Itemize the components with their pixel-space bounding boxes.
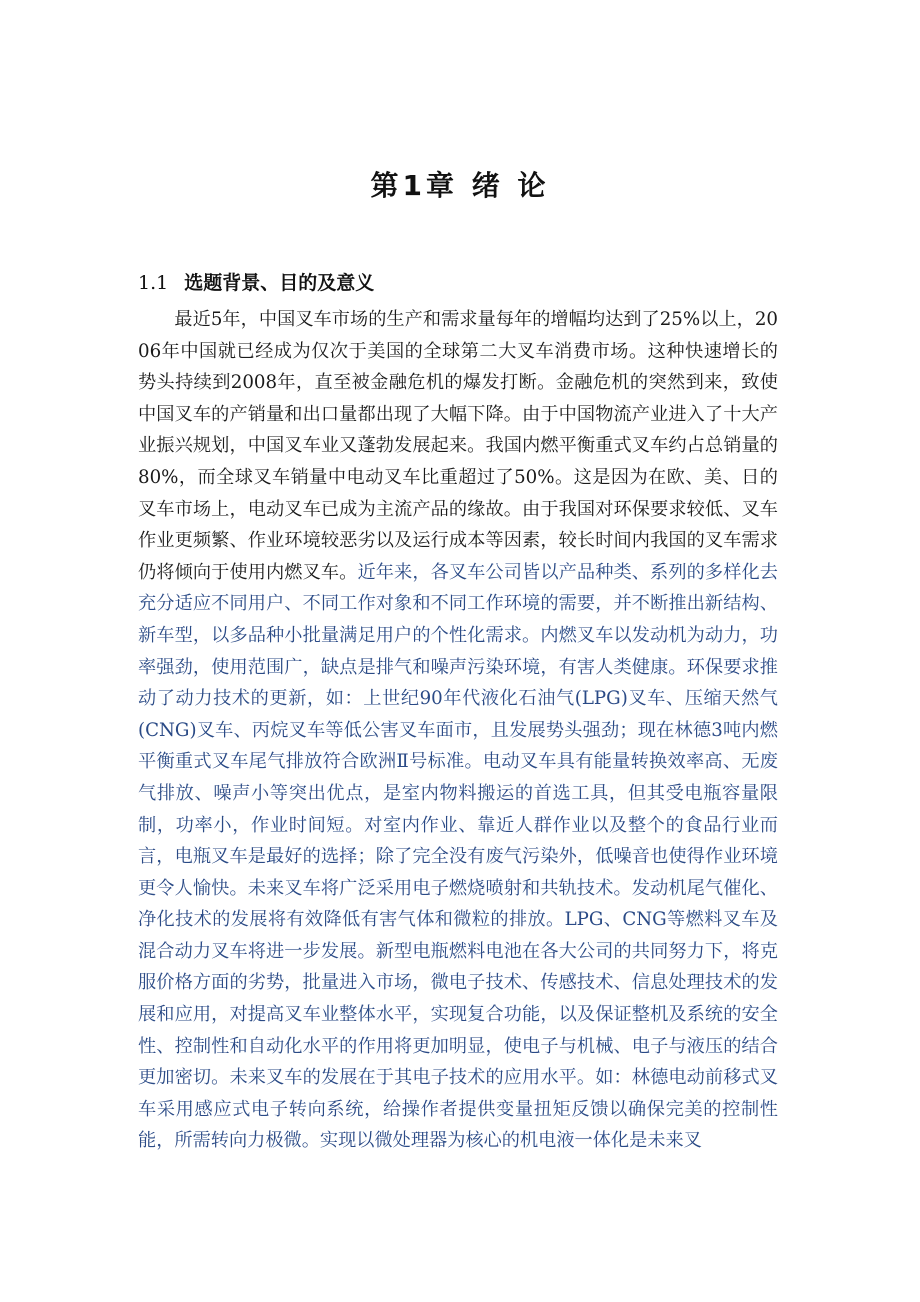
section-heading — [138, 266, 778, 300]
section-title: 选题背景、目的及意义 — [184, 272, 375, 294]
chapter-title: 第1章 绪 论 — [370, 169, 550, 202]
paragraph-text-part-1: 最近5年，中国叉车市场的生产和需求量每年的增幅均达到了25%以上，2006年中国就已经成为仅次于美国的全球第二大叉车消费市场。这种快速增长的势头持续到2008年，直至被金融危机的爆发打断。金融危机的突然到来，致使中国叉车的产销量和出口量都出现了大幅下降。由于中国物流产业进入了十大产业振兴规划，中国叉车业又蓬勃发展起来。我国内燃平衡重式叉车约占总销量的80%，而全球叉车销量中电动叉车比重超过了50%。这是因为在欧、美、日的叉车市场上，电动叉车已成为主流产品的缘故。由于我国对环保要求较低、叉车作业更频繁、作业环境较恶劣以及运行成本等因素，较长时间内我国的叉车需求仍将倾向于使用内燃叉车。 — [138, 309, 778, 583]
paragraph-text-part-2: 近年来，各叉车公司皆以产品种类、系列的多样化去充分适应不同用户、不同工作对象和不同工作环境的需要，并不断推出新结构、新车型，以多品种小批量满足用户的个性化需求。内燃叉车以发动机为动力，功率强劲，使用范围广，缺点是排气和噪声污染环境，有害人类健康。环保要求推动了动力技术的更新，如：上世纪90年代液化石油气(LPG)叉车、压缩天然气(CNG)叉车、丙烷叉车等低公害叉车面市，且发展势头强劲；现在林德3吨内燃平衡重式叉车尾气排放符合欧洲Ⅱ号标准。电动叉车具有能量转换效率高、无废气排放、噪声小等突出优点，是室内物料搬运的首选工具，但其受电瓶容量限制，功率小，作业时间短。对室内作业、靠近人群作业以及整个的食品行业而言，电瓶叉车是最好的选择；除了完全没有废气污染外，低噪音也使得作业环境更令人愉快。未来叉车将广泛采用电子燃烧喷射和共轨技术。发动机尾气催化、净化技术的发展将有效降低有害气体和微粒的排放。LPG、CNG等燃料叉车及混合动力叉车将进一步发展。新型电瓶燃料电池在各大公司的共同努力下，将克服价格方面的劣势，批量进入市场，微电子技术、传感技术、信息处理技术的发展和应用，对提高叉车业整体水平，实现复合功能，以及保证整机及系统的安全性、控制性和自动化水平的作用将更加明显，使电子与机械、电子与液压的结合更加密切。未来叉车的发展在于其电子技术的应用水平。如：林德电动前移式叉车采用感应式电子转向系统，给操作者提供变量扭矩反馈以确保完美的控制性能，所需转向力极微。实现以微处理器为核心的机电液一体化是未来叉 — [138, 561, 778, 1152]
body-paragraph — [138, 304, 778, 1157]
section-number: 1.1 — [138, 272, 169, 294]
